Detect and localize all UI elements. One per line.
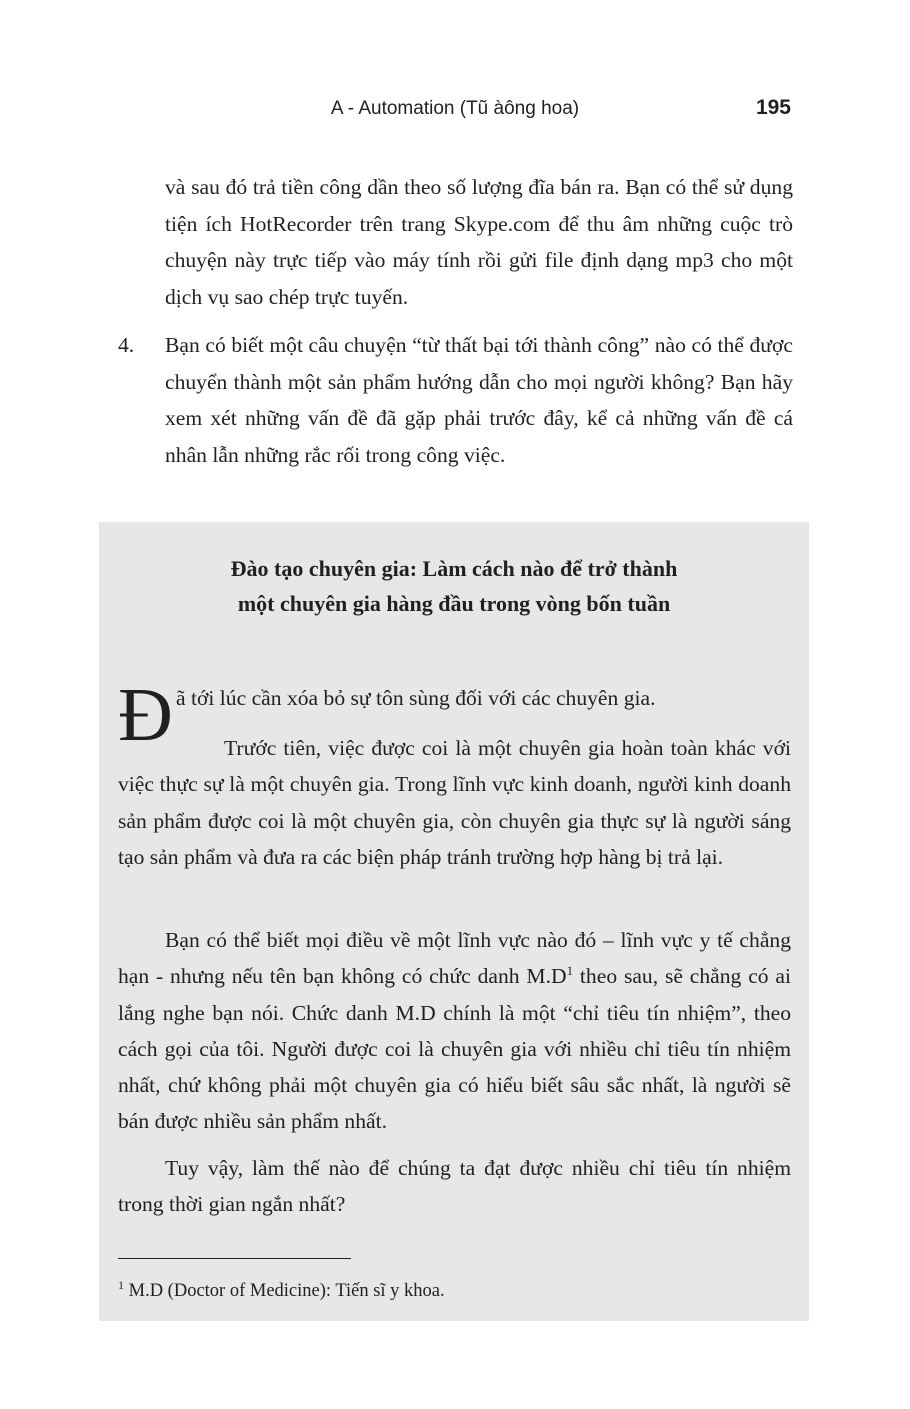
box-paragraph-3: Tuy vậy, làm thế nào để chúng ta đạt được nhiều chỉ tiêu tín nhiệm trong thời gian ngắn nhất? <box>118 1156 791 1217</box>
list-item-text: Bạn có biết một câu chuyện “từ thất bại tới thành công” nào có thể được chuyển thành một sản phẩm hướng dẫn cho mọi người không? Bạn hãy xem xét những vấn đề đã gặp phải trước đây, kể cả những vấn đề cá nhân lẫn những rắc rối trong công việc. <box>165 333 793 467</box>
footnote-divider <box>118 1258 351 1259</box>
running-header-title: A - Automation (Tũ àông hoa) <box>330 98 580 119</box>
box-paragraph-1: Trước tiên, việc được coi là một chuyên gia hoàn toàn khác với việc thực sự là một chuyên gia. Trong lĩnh vực kinh doanh, người kinh doanh sản phẩm được coi là một chuyên gia, còn chuyên gia thực sự là người sáng tạo sản phẩm và đưa ra các biện pháp tránh trường hợp hàng bị trả lại. <box>118 736 791 869</box>
box-first-line: ã tới lúc cần xóa bỏ sự tôn sùng đối với các chuyên gia. <box>176 686 656 710</box>
footnote-reference: 1 <box>566 963 574 979</box>
box-heading-line-1: Đào tạo chuyên gia: Làm cách nào để trở thành <box>230 556 678 581</box>
box-heading-line-2: một chuyên gia hàng đầu trong vòng bốn tuần <box>237 590 671 616</box>
footnote-text: M.D (Doctor of Medicine): Tiến sĩ y khoa. <box>124 1281 445 1301</box>
box-heading <box>99 552 809 621</box>
running-header <box>0 94 910 128</box>
footnote <box>118 1278 445 1304</box>
footnote-marker: 1 <box>118 1277 124 1292</box>
box-paragraph-2 <box>118 922 791 1140</box>
continuation-paragraph: và sau đó trả tiền công dần theo số lượng đĩa bán ra. Bạn có thể sử dụng tiện ích HotRecorder trên trang Skype.com để thu âm những cuộc trò chuyện này trực tiếp vào máy tính rồi gửi file định dạng mp3 cho một dịch vụ sao chép trực tuyến. <box>165 175 793 309</box>
box-paragraph-2-start: Bạn có thể biết mọi điều về một lĩnh vực nào đó – lĩnh vực y tế chẳng hạn - nhưng nếu tên bạn không có chức danh M.D <box>118 928 791 989</box>
sidebar-box <box>99 522 809 1321</box>
page-number: 195 <box>755 96 791 119</box>
drop-cap: Đ <box>118 673 173 757</box>
list-item-number: 4. <box>118 333 135 357</box>
box-paragraph-2-end: theo sau, sẽ chẳng có ai lắng nghe bạn nói. Chức danh M.D chính là một “chỉ tiêu tín nhiệm”, theo cách gọi của tôi. Người được coi là chuyên gia với nhiều chỉ tiêu tín nhiệm nhất, chứ không phải một chuyên gia có hiểu biết sâu sắc nhất, là người sẽ bán được nhiều sản phẩm nhất. <box>118 964 791 1134</box>
